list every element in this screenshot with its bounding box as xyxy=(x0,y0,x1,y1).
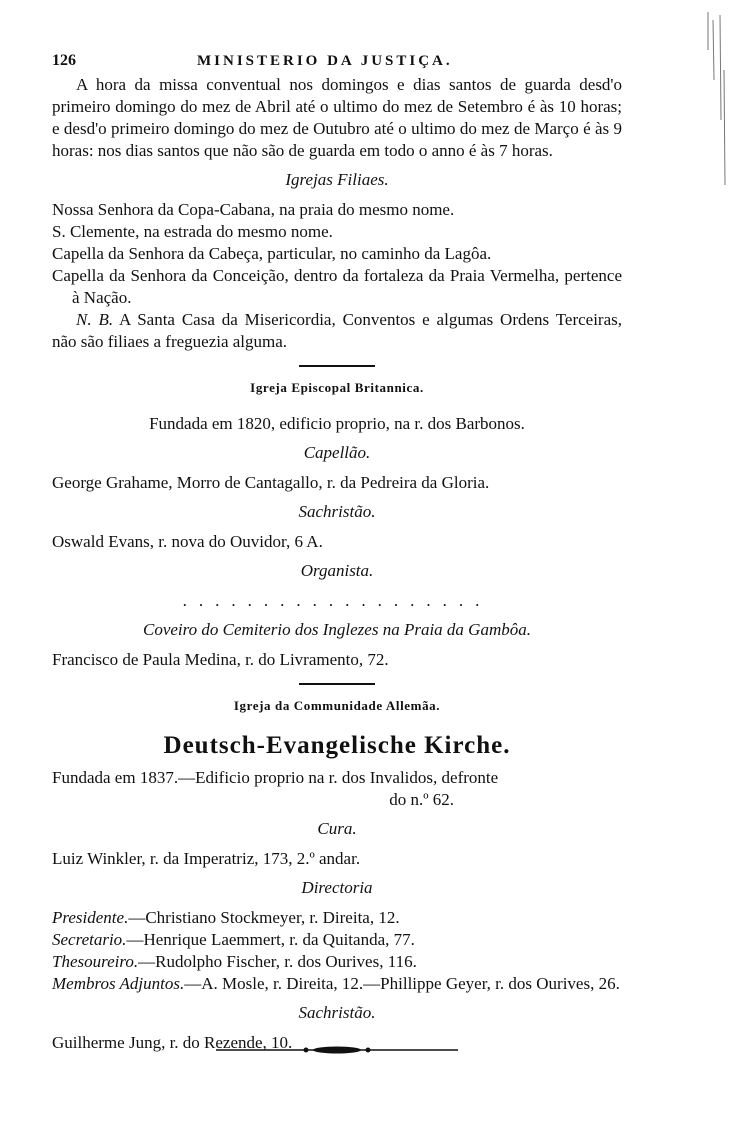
britannica-sachristao-entry: Oswald Evans, r. nova do Ouvidor, 6 A. xyxy=(52,532,323,551)
organista-dots: ................... xyxy=(182,591,492,610)
document-page xyxy=(52,50,622,1054)
page-header xyxy=(52,50,622,74)
directoria-item xyxy=(52,929,622,951)
allema-title: Igreja da Communidade Allemãa. xyxy=(233,698,441,713)
britannica-sachristao-label: Sachristão. xyxy=(298,502,376,521)
directoria-label: Directoria xyxy=(301,878,373,897)
allema-founded-cont: do n.º 62. xyxy=(389,790,454,809)
end-ornament xyxy=(216,1045,458,1055)
directoria-role: Secretario. xyxy=(52,930,127,949)
directoria-text: —Christiano Stockmeyer, r. Direita, 12. xyxy=(128,908,400,927)
allema-founded: Fundada em 1837.—Edificio proprio na r. dos Invalidos, defronte xyxy=(52,768,499,787)
page-edge-marks xyxy=(700,10,730,190)
filiaes-item: Capella da Senhora da Conceição, dentro da fortaleza da Praia Vermelha, pertence à Nação. xyxy=(52,266,622,307)
coveiro-entry: Francisco de Paula Medina, r. do Livramento, 72. xyxy=(52,650,389,669)
organista-label: Organista. xyxy=(300,561,374,580)
directoria-text: —Rudolpho Fischer, r. dos Ourives, 116. xyxy=(138,952,417,971)
directoria-role: Thesoureiro. xyxy=(52,952,139,971)
britannica-title: Igreja Episcopal Britannica. xyxy=(250,380,424,395)
directoria-role: Presidente. xyxy=(52,908,129,927)
directoria-text: —A. Mosle, r. Direita, 12.—Phillippe Geyer, r. dos Ourives, 26. xyxy=(184,974,620,993)
section-divider xyxy=(299,683,375,685)
directoria-text: —Henrique Laemmert, r. da Quitanda, 77. xyxy=(126,930,415,949)
filiaes-item: Nossa Senhora da Copa-Cabana, na praia do mesmo nome. xyxy=(52,200,455,219)
section-divider xyxy=(299,365,375,367)
britannica-founded: Fundada em 1820, edificio proprio, na r. dos Barbonos. xyxy=(149,414,525,433)
filiaes-item: S. Clemente, na estrada do mesmo nome. xyxy=(52,222,333,241)
cura-label: Cura. xyxy=(317,819,357,838)
directoria-role: Membros Adjuntos. xyxy=(52,974,185,993)
directoria-item xyxy=(52,973,622,995)
intro-paragraph: A hora da missa conventual nos domingos e dias santos de guarda desd'o primeiro domingo do mez de Abril até o ultimo do mez de Setembro é às 10 horas; e desd'o primeiro domingo do mez de Outubro até o ultimo do mez de Março é às 9 horas: nos dias santos que não são de guarda em todo o anno é às 7 horas. xyxy=(52,75,622,160)
running-head: MINISTERIO DA JUSTIÇA. xyxy=(197,53,453,69)
page-number: 126 xyxy=(52,52,76,69)
capellao-label: Capellão. xyxy=(303,443,371,462)
cura-entry: Luiz Winkler, r. da Imperatriz, 173, 2.º andar. xyxy=(52,849,361,868)
fraktur-title: Deutsch-Evangelische Kirche. xyxy=(163,732,511,759)
allema-sachristao-label: Sachristão. xyxy=(298,1003,376,1022)
directoria-item xyxy=(52,951,622,973)
capellao-entry: George Grahame, Morro de Cantagallo, r. da Pedreira da Gloria. xyxy=(52,473,490,492)
nota-bene-text: A Santa Casa da Misericordia, Conventos e algumas Ordens Terceiras, não são filiaes a freguezia alguma. xyxy=(52,310,622,351)
directoria-item xyxy=(52,907,622,929)
filiaes-item: Capella da Senhora da Cabeça, particular, no caminho da Lagôa. xyxy=(52,244,492,263)
filiaes-heading: Igrejas Filiaes. xyxy=(285,170,389,189)
nota-bene xyxy=(52,309,622,353)
nota-bene-label: N. B. xyxy=(76,310,114,329)
allema-sachristao-entry: Guilherme Jung, r. do Rezende, 10. xyxy=(52,1033,293,1052)
coveiro-label: Coveiro do Cemiterio dos Inglezes na Praia da Gambôa. xyxy=(143,620,531,639)
